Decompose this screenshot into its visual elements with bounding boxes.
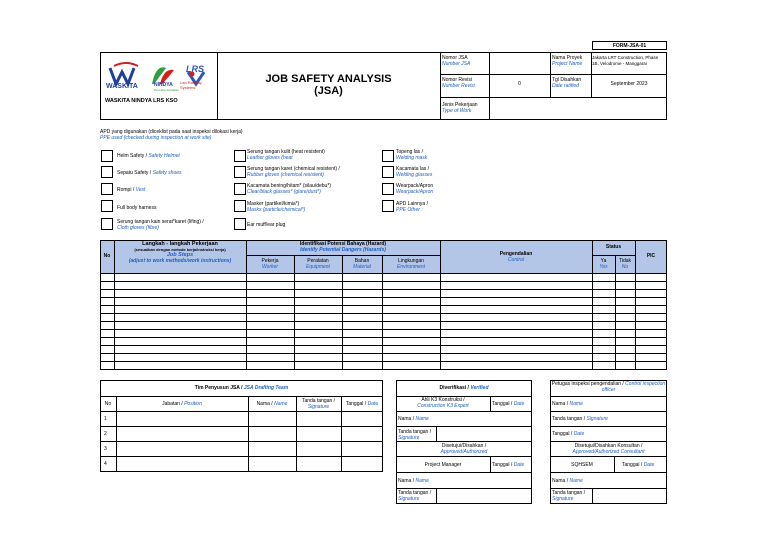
- ppe-mask-checkbox[interactable]: [234, 200, 246, 212]
- ppe-shoes-checkbox[interactable]: [101, 166, 113, 178]
- ppe-helmet-label: Helm Safety / Safety Helmet: [117, 153, 180, 159]
- inspector-table: [550, 380, 667, 504]
- ppe-other-label: APD Lainnya / PPE Other :: [396, 201, 428, 213]
- nindya-logo-sub: Pencipta Kebaikan: [154, 88, 180, 92]
- ppe-helmet-checkbox[interactable]: [101, 150, 113, 162]
- waskita-logo-text: WASKITA: [106, 83, 138, 90]
- date-ratified-value: September 2023: [610, 81, 648, 87]
- inspector-consultant-signature-label: Tanda tangan / Signature: [552, 490, 586, 502]
- col-steps-header: Langkah - langkah Pekerjaan (sesuaikan dengan metode kerja/instruksi kerja) Job Steps (adjust to work methods/work instructions): [128, 241, 232, 264]
- status-no-header: Tidak No: [618, 258, 632, 270]
- col-no-header: No: [103, 253, 111, 259]
- ppe-rubber-gloves-label: Serung tangan karet (chemical resistent) / Rubber gloves (chemical resistent): [247, 166, 340, 178]
- ppe-earplug-checkbox[interactable]: [234, 218, 246, 230]
- verified-approved-label: Disetujui/Disahkan / Approved/Authorized: [440, 443, 488, 455]
- ppe-glasses-label: Kacamata bening/hitam* (silau/debu*) Clear/black glasses* (glare/dust*): [247, 183, 331, 195]
- drafting-name-header: Nama / Name: [256, 401, 288, 407]
- drafting-no-header: No: [104, 401, 112, 407]
- drafting-team-heading: Tim Penyusun JSA / JSA Drafting Team: [194, 385, 289, 391]
- ppe-vest-checkbox[interactable]: [101, 183, 113, 195]
- ppe-earplug-label: Ear muff/ear plug: [247, 222, 286, 228]
- ppe-harness-checkbox[interactable]: [101, 200, 113, 212]
- status-yes-header: Ya Yes: [599, 258, 608, 270]
- inspector-consultant-label: Disetujui/Disahkan Konsultan / Approved/Authorized Consultant: [572, 443, 645, 455]
- ppe-cloth-gloves-checkbox[interactable]: [101, 218, 113, 230]
- drafting-signature-header: Tanda tangan / Signature: [301, 398, 336, 410]
- nindya-logo-text: NINDYA: [154, 82, 173, 88]
- date-ratified-label: Tgl Disahkan Date ratified: [552, 77, 582, 89]
- col-hazard-header: Identifikasi Potensi Bahaya (Hazard) Identify Potential Dangers (Hazards): [299, 241, 387, 253]
- hazard-environment-header: Lingkungan Environment: [396, 258, 426, 270]
- verified-date-label: Tanggal / Date: [492, 401, 525, 407]
- ppe-rubber-gloves-checkbox[interactable]: [234, 166, 246, 178]
- ppe-welding-mask-checkbox[interactable]: [382, 150, 394, 162]
- company-name: WASKITA NINDYA LRS KSO: [105, 98, 178, 104]
- drafting-row-3: 3: [104, 446, 107, 452]
- document-title: JOB SAFETY ANALYSIS (JSA): [265, 73, 392, 97]
- ppe-glasses-checkbox[interactable]: [234, 183, 246, 195]
- verified-project-manager: Project Manager: [424, 462, 462, 468]
- col-status-header: Status: [605, 244, 622, 250]
- ppe-other-checkbox[interactable]: [382, 200, 394, 212]
- inspector-consultant-name-label: Nama / Name: [552, 478, 583, 484]
- drafting-row-4: 4: [104, 461, 107, 467]
- ppe-cloth-gloves-label: Serung tangan kain serat*karet (lifing) / Cloth gloves (fibre): [117, 219, 204, 231]
- project-name-label: Nama Proyek Project Name: [552, 55, 583, 67]
- ppe-apron-label: Wearpack/Apron Wearpack/Apron: [396, 183, 434, 195]
- verified-heading: Diverifikasi / Verified: [439, 385, 489, 391]
- lrs-logo-sub: Lan Railway Systems: [180, 80, 202, 90]
- verified-pm-signature-label: Tanda tangan / Signature: [398, 490, 432, 502]
- revision-number-label: Nomor Revisi Number Revisi: [442, 77, 475, 89]
- hazard-worker-header: Pekerja Worker: [261, 258, 279, 270]
- verified-pm-date-label: Tanggal / Date: [492, 462, 525, 468]
- col-control-header: Pengendalian Control: [499, 251, 533, 263]
- hazard-equipment-header: Peralatan Equipment: [306, 258, 330, 270]
- ppe-leather-gloves-checkbox[interactable]: [234, 150, 246, 162]
- drafting-row-1: 1: [104, 416, 107, 422]
- verified-signature-label: Tanda tangan / Signature: [398, 429, 432, 441]
- ppe-apron-checkbox[interactable]: [382, 183, 394, 195]
- ppe-mask-label: Masker (partikel/kimia*) Masks (particle/chemical*): [247, 201, 306, 213]
- ppe-leather-gloves-label: Serung tangan kulit (heat resistent) Leather gloves (heat: [247, 149, 325, 161]
- col-pic-header: PIC: [646, 253, 656, 259]
- hazard-material-header: Bahan Material: [353, 258, 371, 270]
- ppe-harness-label: Full body harness: [117, 205, 157, 211]
- inspector-date-label: Tanggal / Date: [552, 431, 585, 437]
- inspector-sqhsem: SQHSEM: [571, 462, 593, 468]
- drafting-date-header: Tanggal / Date: [345, 401, 379, 407]
- ppe-shoes-label: Sepatu Safety / Safety shoes: [117, 170, 182, 176]
- verified-expert-label: Ahli K3 Konstruksi / Construction K3 Expert: [417, 397, 469, 409]
- inspector-sqhsem-date-label: Tanggal / Date: [622, 462, 655, 468]
- drafting-row-2: 2: [104, 431, 107, 437]
- revision-number-value: 0: [518, 81, 521, 87]
- inspector-name-label: Nama / Name: [552, 401, 583, 407]
- form-code: FORM-JSA-01: [592, 41, 667, 50]
- project-name-value: Jakarta LRT Construction, Phase 1B, Velodrome - Manggarai: [592, 55, 659, 66]
- work-type-label: Jenis Pekerjaan Type of Work: [442, 102, 478, 114]
- ppe-heading: APD yang digunakan (diceklist pada saat inspeksi dilokasi kerja) PPE used (checked during inspection at work site): [100, 129, 243, 141]
- verified-name-label: Nama / Name: [398, 416, 429, 422]
- company-logo: [104, 58, 216, 98]
- verified-pm-name-label: Nama / Name: [398, 478, 429, 484]
- ppe-welding-mask-label: Topeng las / Welding mask: [396, 149, 428, 161]
- inspector-signature-label: Tanda tangan / Signature: [552, 416, 608, 422]
- lrs-logo-text: LRS: [186, 64, 204, 74]
- drafting-position-header: Jabatan / Position: [162, 401, 202, 407]
- ppe-welding-glasses-label: Kacamata las / Welding glasses: [396, 166, 433, 178]
- ppe-vest-label: Rompi / Vest: [117, 187, 146, 193]
- ppe-welding-glasses-checkbox[interactable]: [382, 166, 394, 178]
- jsa-number-label: Nomor JSA Number JSA: [442, 55, 471, 67]
- inspector-heading: Petugas inspeksi pengendalian / Control inspection officer: [551, 381, 666, 393]
